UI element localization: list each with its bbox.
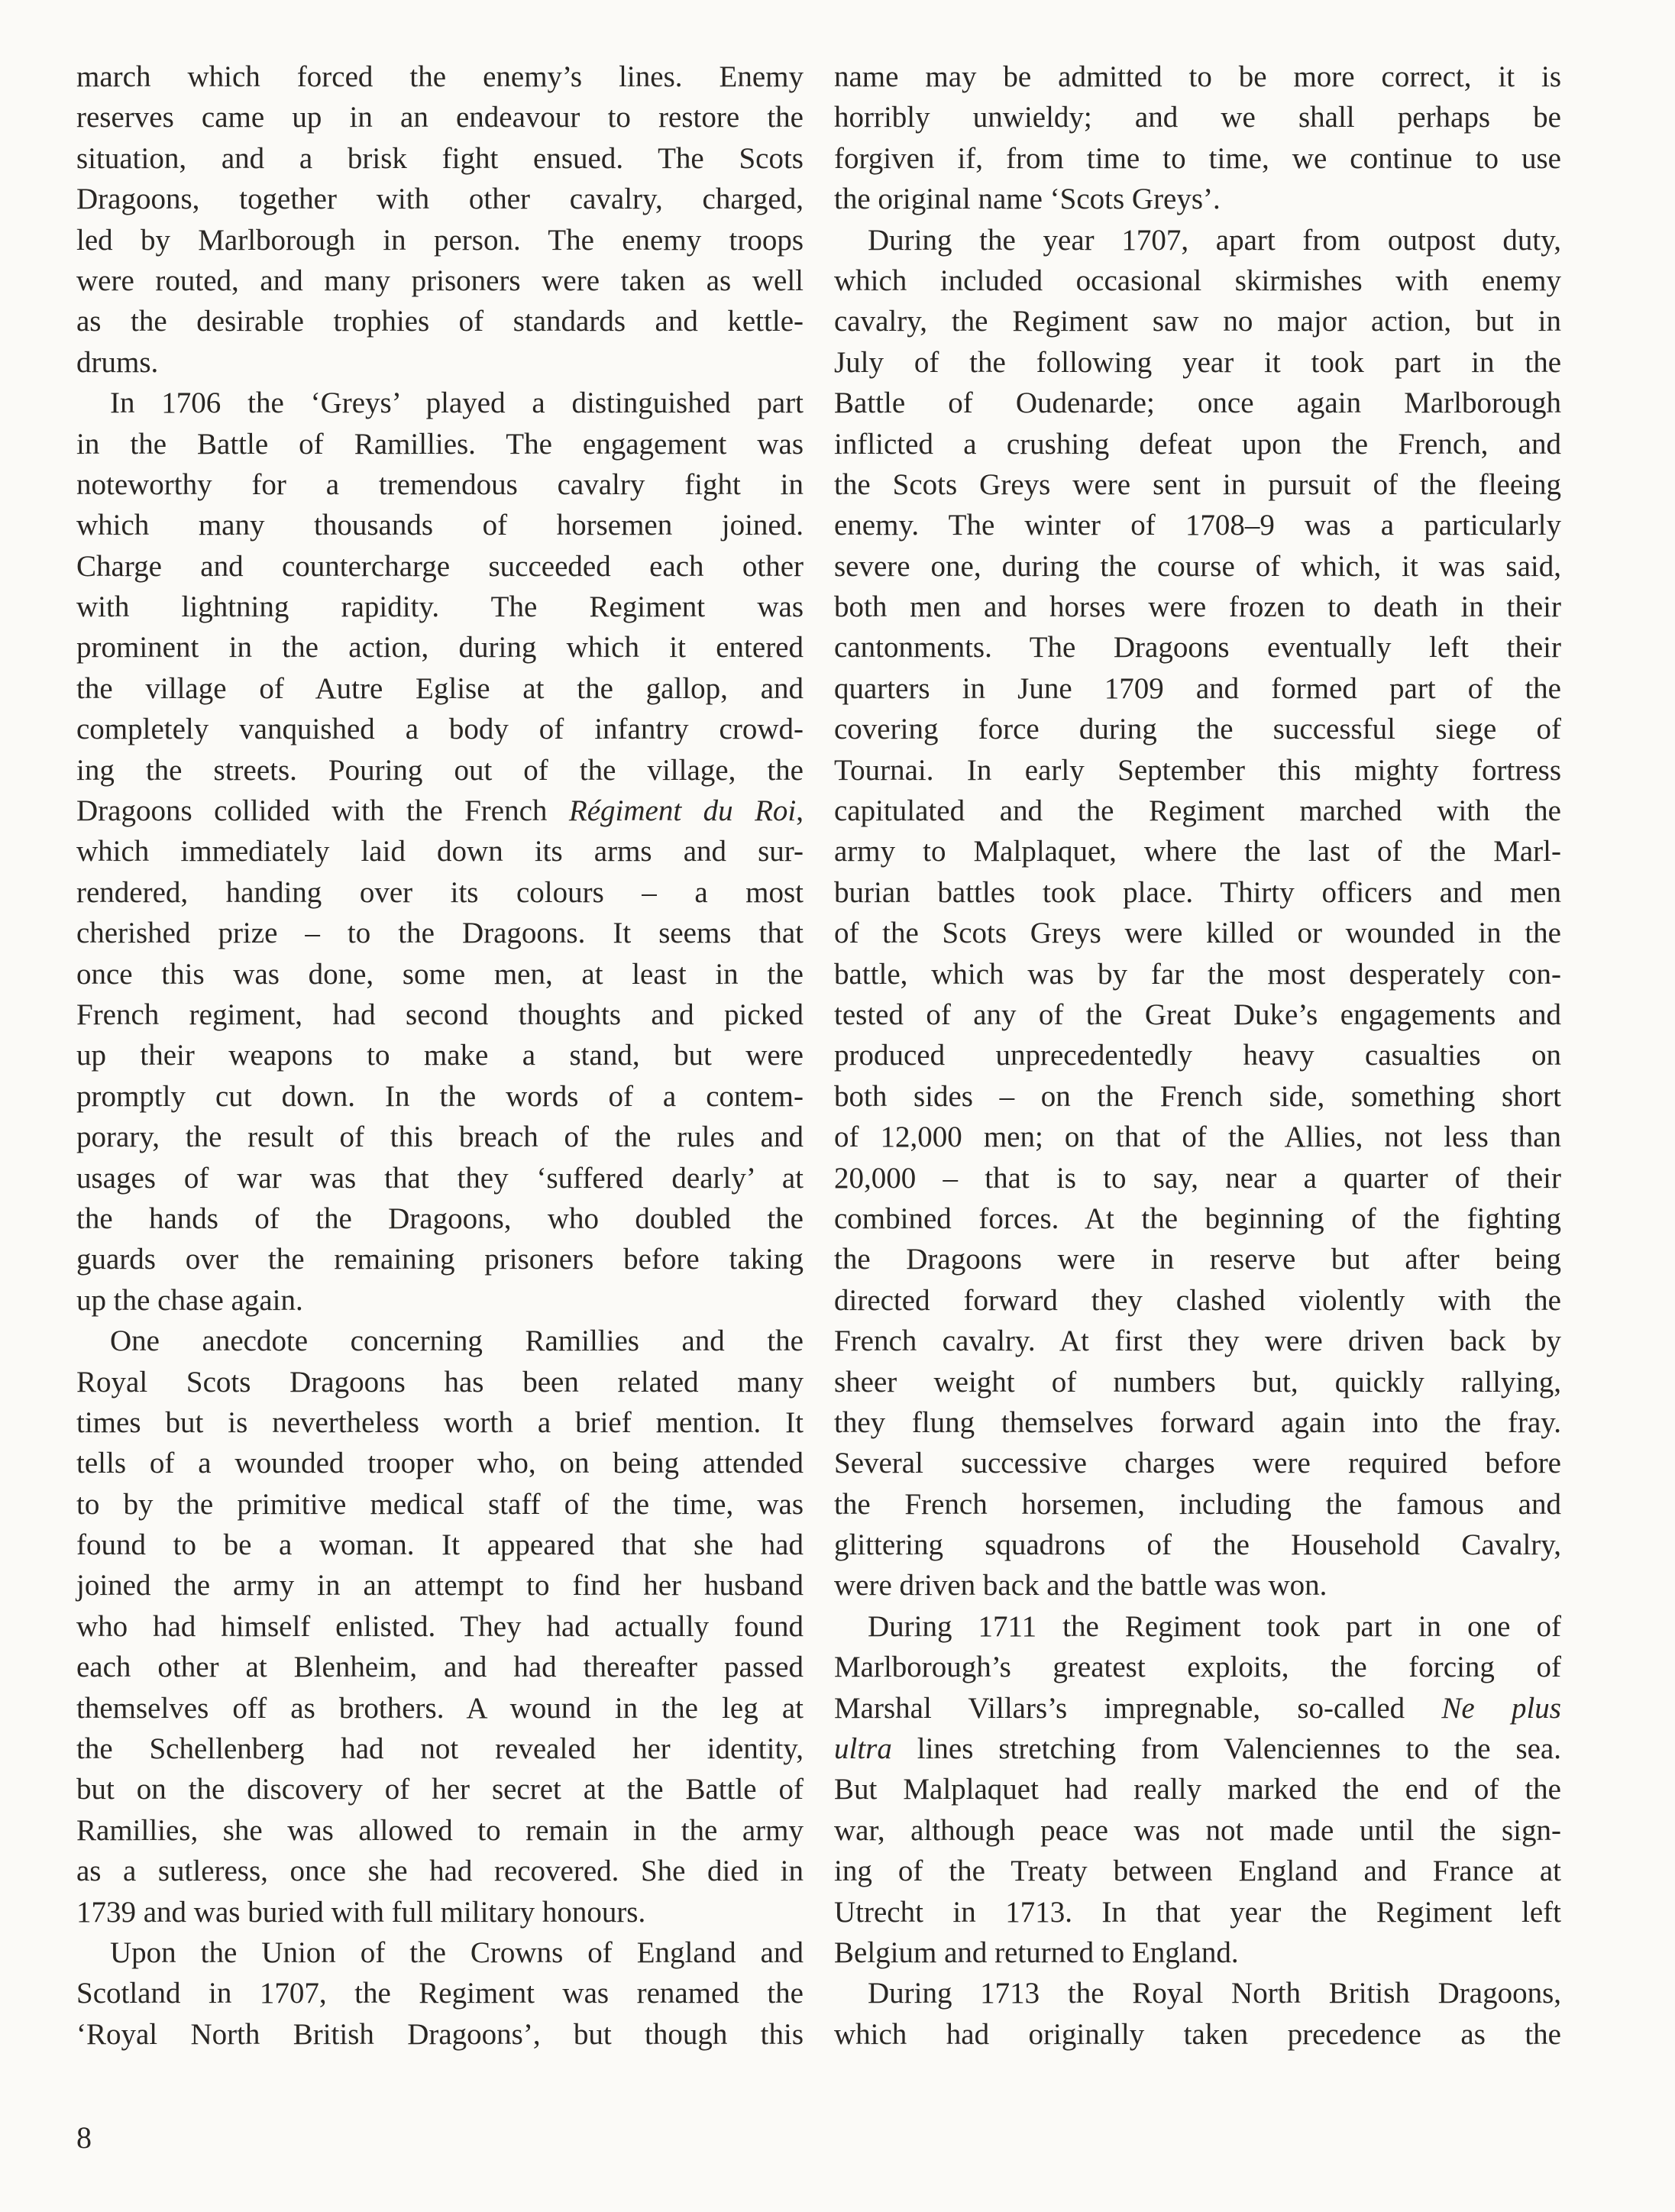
text-line: burian battles took place. Thirty officers and men (834, 875, 1561, 909)
text-line: up their weapons to make a stand, but were (76, 1039, 804, 1072)
text-line: noteworthy for a tremendous cavalry fight in (76, 467, 804, 501)
right-text-column (834, 57, 1561, 2055)
text-line: But Malplaquet had really marked the end of the (834, 1773, 1561, 1806)
text-line: inflicted a crushing defeat upon the French, and (834, 427, 1561, 461)
text-line: drums. (76, 345, 159, 379)
text-line: cherished prize – to the Dragoons. It seems that (76, 917, 804, 950)
text-line: war, although peace was not made until the sign- (834, 1813, 1561, 1847)
text-line: enemy. The winter of 1708–9 was a particularly (834, 509, 1561, 542)
text-line: as a sutleress, once she had recovered. She died in (76, 1855, 804, 1888)
text-line: Charge and countercharge succeeded each other (76, 549, 804, 583)
page-number: 8 (76, 2120, 92, 2155)
text-line: the village of Autre Eglise at the gallop, and (76, 671, 804, 705)
text-line: with lightning rapidity. The Regiment was (76, 590, 804, 624)
text-line: up the chase again. (76, 1283, 303, 1317)
text-line: covering force during the successful siege of (834, 713, 1561, 746)
text-line: they flung themselves forward again into the fray. (834, 1405, 1561, 1439)
text-line: Royal Scots Dragoons has been related many (76, 1365, 804, 1399)
text-line: 1739 and was buried with full military honours. (76, 1895, 646, 1929)
italic-text: ultra (834, 1732, 892, 1766)
text-line: the French horsemen, including the famous and (834, 1487, 1561, 1521)
text-line: the Schellenberg had not revealed her identity, (76, 1732, 804, 1766)
text-line: army to Malplaquet, where the last of the Marl- (834, 835, 1561, 868)
text-line: ing of the Treaty between England and France at (834, 1855, 1561, 1888)
text-line: sheer weight of numbers but, quickly rallying, (834, 1365, 1561, 1399)
text-line: name may be admitted to be more correct, it is (834, 60, 1561, 93)
text-line: completely vanquished a body of infantry crowd- (76, 713, 804, 746)
text-line: horribly unwieldy; and we shall perhaps be (834, 101, 1561, 134)
text-line: Dragoons, together with other cavalry, charged, (76, 183, 804, 216)
text-line: the original name ‘Scots Greys’. (834, 183, 1221, 216)
text-line: combined forces. At the beginning of the fighting (834, 1201, 1561, 1235)
text-line: guards over the remaining prisoners before taking (76, 1243, 804, 1276)
text-segment: Dragoons collided with the French (76, 794, 569, 828)
text-line: During 1711 the Regiment took part in one of (868, 1609, 1561, 1643)
text-line: During the year 1707, apart from outpost duty, (868, 223, 1561, 257)
text-line (76, 791, 804, 831)
text-line: ‘Royal North British Dragoons’, but though this (76, 2017, 804, 2051)
text-line: French regiment, had second thoughts and picked (76, 998, 804, 1031)
text-line: cavalry, the Regiment saw no major action, but in (834, 305, 1561, 338)
text-line: prominent in the action, during which it entered (76, 631, 804, 665)
text-line: joined the army in an attempt to find her husband (76, 1569, 804, 1602)
text-line: produced unprecedentedly heavy casualties on (834, 1039, 1561, 1072)
text-line: reserves came up in an endeavour to restore the (76, 101, 804, 134)
text-line: Several successive charges were required before (834, 1447, 1561, 1480)
text-line: led by Marlborough in person. The enemy troops (76, 223, 804, 257)
text-line: Battle of Oudenarde; once again Marlborough (834, 386, 1561, 420)
text-line: French cavalry. At first they were driven back by (834, 1324, 1561, 1358)
text-line: rendered, handing over its colours – a most (76, 875, 804, 909)
text-segment: , (796, 794, 804, 828)
text-line: tells of a wounded trooper who, on being attended (76, 1447, 804, 1480)
text-line: Utrecht in 1713. In that year the Regiment left (834, 1895, 1561, 1929)
text-line: quarters in June 1709 and formed part of the (834, 671, 1561, 705)
text-line: battle, which was by far the most desperately con- (834, 957, 1561, 991)
text-line: During 1713 the Royal North British Dragoons, (868, 1977, 1561, 2010)
text-line: found to be a woman. It appeared that she had (76, 1528, 804, 1562)
text-line: which immediately laid down its arms and sur- (76, 835, 804, 868)
text-line: situation, and a brisk fight ensued. The Scots (76, 141, 804, 175)
text-line: themselves off as brothers. A wound in the leg at (76, 1691, 804, 1725)
text-line: the hands of the Dragoons, who doubled the (76, 1201, 804, 1235)
text-line: porary, the result of this breach of the rules and (76, 1121, 804, 1154)
text-segment: lines stretching from Valenciennes to the sea. (891, 1732, 1561, 1766)
text-line: which many thousands of horsemen joined. (76, 509, 804, 542)
text-line: Ramillies, she was allowed to remain in the army (76, 1813, 804, 1847)
text-line: capitulated and the Regiment marched with the (834, 794, 1561, 828)
text-line (834, 1729, 1561, 1769)
text-line: usages of war was that they ‘suffered dearly’ at (76, 1161, 804, 1195)
text-line: Scotland in 1707, the Regiment was renamed the (76, 1977, 804, 2010)
text-line: 20,000 – that is to say, near a quarter of their (834, 1161, 1561, 1195)
text-line: glittering squadrons of the Household Cavalry, (834, 1528, 1561, 1562)
text-line (834, 1688, 1561, 1729)
text-line: Upon the Union of the Crowns of England and (110, 1936, 804, 1969)
text-line: both sides – on the French side, something short (834, 1079, 1561, 1113)
text-line: which had originally taken precedence as the (834, 2017, 1561, 2051)
text-line: but on the discovery of her secret at the Battle of (76, 1773, 804, 1806)
italic-text: Ne plus (1441, 1691, 1561, 1725)
text-line: severe one, during the course of which, it was said, (834, 549, 1561, 583)
text-line: In 1706 the ‘Greys’ played a distinguished part (110, 386, 804, 420)
text-line: cantonments. The Dragoons eventually left their (834, 631, 1561, 665)
text-line: One anecdote concerning Ramillies and the (110, 1324, 804, 1358)
text-segment: Marshal Villars’s impregnable, so-called (834, 1691, 1442, 1725)
text-line: directed forward they clashed violently with the (834, 1283, 1561, 1317)
text-line: each other at Blenheim, and had thereafter passed (76, 1651, 804, 1684)
text-line: were driven back and the battle was won. (834, 1569, 1327, 1602)
text-line: promptly cut down. In the words of a contem- (76, 1079, 804, 1113)
italic-text: Régiment du Roi (568, 794, 797, 828)
text-line: to by the primitive medical staff of the time, was (76, 1487, 804, 1521)
text-line: in the Battle of Ramillies. The engagement was (76, 427, 804, 461)
text-line: were routed, and many prisoners were taken as well (76, 264, 804, 297)
text-line: times but is nevertheless worth a brief mention. It (76, 1405, 804, 1439)
text-line: of 12,000 men; on that of the Allies, not less than (834, 1121, 1561, 1154)
text-line: both men and horses were frozen to death in their (834, 590, 1561, 624)
text-line: July of the following year it took part in the (834, 345, 1561, 379)
text-line: once this was done, some men, at least in the (76, 957, 804, 991)
text-line: march which forced the enemy’s lines. Enemy (76, 60, 804, 93)
text-line: forgiven if, from time to time, we continue to use (834, 141, 1561, 175)
text-line: who had himself enlisted. They had actually found (76, 1609, 804, 1643)
text-line: ing the streets. Pouring out of the village, the (76, 753, 804, 787)
text-line: the Scots Greys were sent in pursuit of the fleeing (834, 467, 1561, 501)
text-line: tested of any of the Great Duke’s engagements and (834, 998, 1561, 1031)
left-text-column (76, 57, 804, 2055)
text-line: the Dragoons were in reserve but after being (834, 1243, 1561, 1276)
text-line: which included occasional skirmishes with enemy (834, 264, 1561, 297)
text-line: as the desirable trophies of standards and kettle- (76, 305, 804, 338)
text-line: Tournai. In early September this mighty fortress (834, 753, 1561, 787)
text-line: Marlborough’s greatest exploits, the forcing of (834, 1651, 1561, 1684)
text-line: of the Scots Greys were killed or wounded in the (834, 917, 1561, 950)
text-line: Belgium and returned to England. (834, 1936, 1239, 1969)
